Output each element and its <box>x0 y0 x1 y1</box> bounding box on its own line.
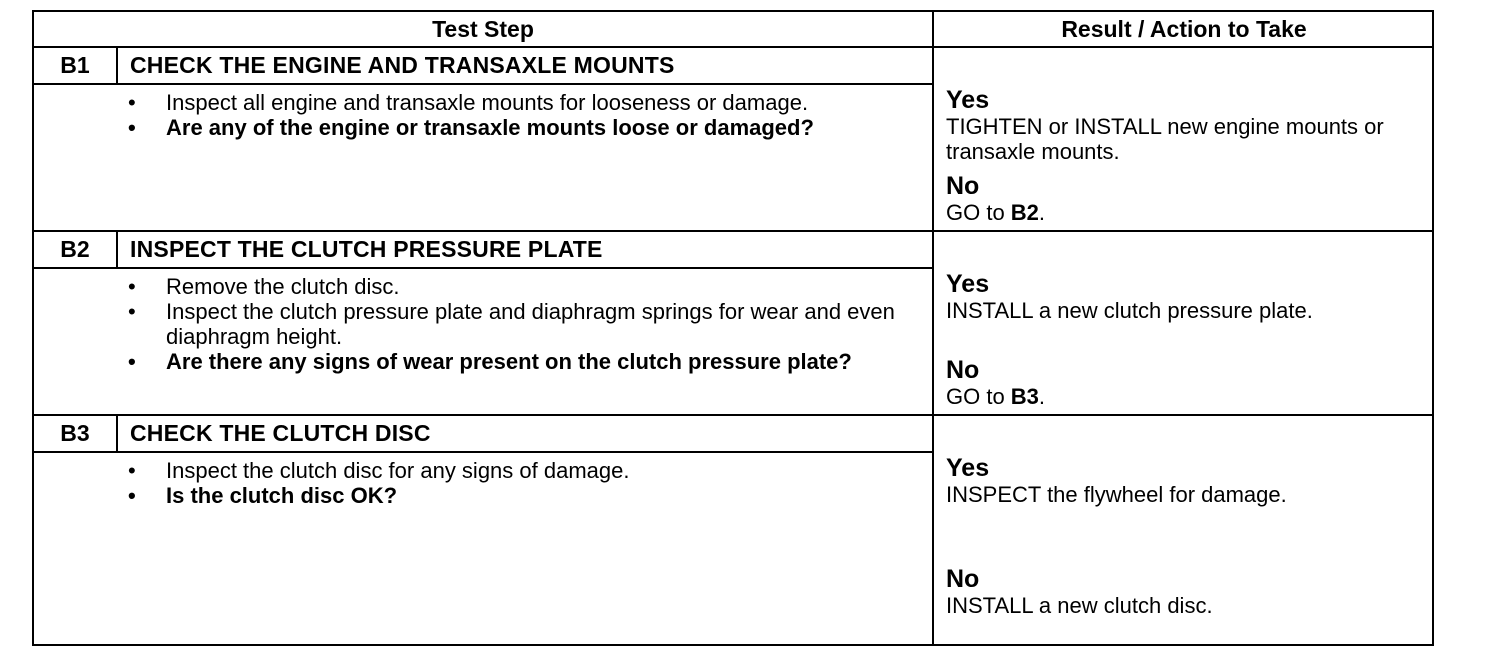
step-bullets-b1 <box>124 90 904 140</box>
no-label: No <box>946 565 980 593</box>
step-bullets-b2 <box>124 274 904 374</box>
bullet-item: • Inspect the clutch pressure plate and diaphragm springs for wear and even diaphragm height. <box>128 299 895 349</box>
no-label: No <box>946 172 980 200</box>
yes-text: TIGHTEN or INSTALL new engine mounts or transaxle mounts. <box>946 114 1384 164</box>
id-divider-b3 <box>116 416 118 452</box>
no-label: No <box>946 356 980 384</box>
id-divider-b2 <box>116 232 118 268</box>
bullet-item: • Inspect all engine and transaxle mounts for looseness or damage. <box>128 90 809 115</box>
result-b2 <box>946 270 1426 409</box>
bullet-item: • Is the clutch disc OK? <box>128 483 398 508</box>
no-text: INSTALL a new clutch disc. <box>946 593 1213 618</box>
header-test-step: Test Step <box>34 12 932 48</box>
result-b1 <box>946 86 1426 225</box>
bullet-item: • Remove the clutch disc. <box>128 274 400 299</box>
bullet-item: • Are any of the engine or transaxle mounts loose or damaged? <box>128 115 814 140</box>
column-divider <box>932 12 934 644</box>
yes-label: Yes <box>946 270 990 298</box>
yes-text: INSPECT the flywheel for damage. <box>946 482 1287 507</box>
header-result: Result / Action to Take <box>934 12 1434 48</box>
no-text: GO to B2. <box>946 200 1046 225</box>
title-underline-b2 <box>34 267 932 269</box>
no-text: GO to B3. <box>946 384 1046 409</box>
step-title-b1: CHECK THE ENGINE AND TRANSAXLE MOUNTS <box>130 52 675 78</box>
yes-label: Yes <box>946 454 990 482</box>
title-underline-b3 <box>34 451 932 453</box>
diagnostic-table <box>32 10 1434 646</box>
yes-label: Yes <box>946 86 990 114</box>
step-bullets-b3 <box>124 458 904 508</box>
bullet-item: • Inspect the clutch disc for any signs of damage. <box>128 458 630 483</box>
step-title-b2: INSPECT THE CLUTCH PRESSURE PLATE <box>130 236 603 262</box>
yes-text: INSTALL a new clutch pressure plate. <box>946 298 1313 323</box>
result-b3 <box>946 454 1426 618</box>
title-underline-b1 <box>34 83 932 85</box>
id-divider-b1 <box>116 48 118 84</box>
bullet-item: • Are there any signs of wear present on the clutch pressure plate? <box>128 349 852 374</box>
step-id-b1: B1 <box>60 52 90 78</box>
step-id-b3: B3 <box>60 420 90 446</box>
step-title-b3: CHECK THE CLUTCH DISC <box>130 420 431 446</box>
step-id-b2: B2 <box>60 236 90 262</box>
